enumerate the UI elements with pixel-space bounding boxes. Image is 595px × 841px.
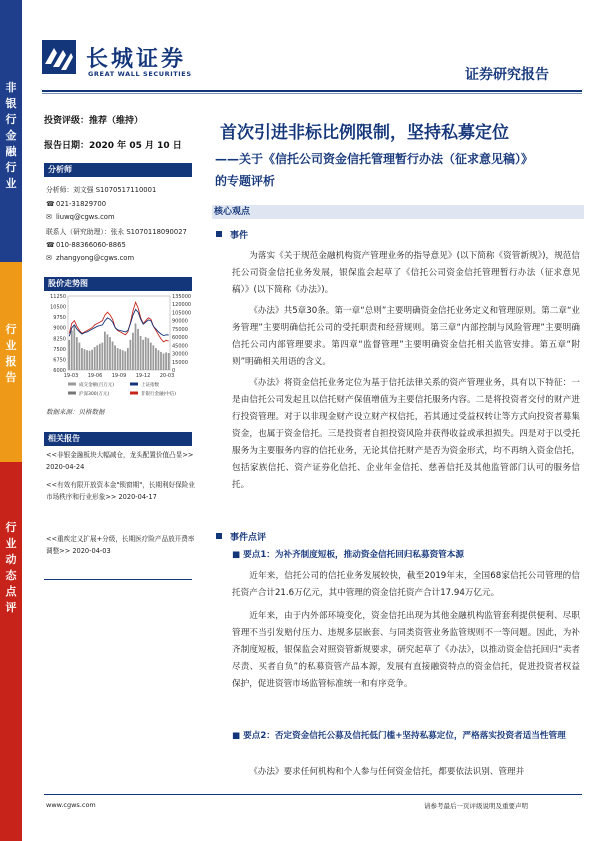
- volume-bar: [89, 351, 91, 370]
- paragraph: 为落实《关于规范金融机构资产管理业务的指导意见》(以下简称《资管新规》)，规范信托公司资金信托业务发展，银保监会起草了《信托公司资金信托管理暂行办法（征求意见稿）》(以下简称《办法》)。: [232, 251, 580, 295]
- volume-bar: [165, 352, 167, 370]
- y-right-tick-label: 60000: [172, 335, 188, 342]
- series-line: [69, 302, 168, 342]
- volume-bar: [140, 336, 142, 370]
- volume-bar: [94, 347, 96, 370]
- rail-char: 业: [5, 339, 17, 352]
- point2-title: ■ 要点2：否定资金信托公募及信托低门槛+坚持私募定位，严格落实投资者适当性管理: [232, 731, 566, 741]
- legend-label: 上证指数: [141, 383, 159, 388]
- analyst-phone: ☎021-31829700: [46, 200, 107, 208]
- x-tick-label: 19-12: [135, 373, 151, 379]
- analyst-email[interactable]: ✉ liuwq@cgws.com: [46, 213, 115, 221]
- rail-char: 动: [5, 553, 17, 566]
- volume-bar: [132, 333, 134, 370]
- paragraph: 《办法》共5章30条。第一章“总则”主要明确资金信托业务定义和管理原则。第二章“业务管理”主要明确信托公司的受托职责和经营规则。第三章“内部控制与风险管理”主要明确信托公司内部管理要求。第四章“监督管理”主要明确资金信托相关监管安排。第五章“附则”明确相关用语的含义。: [232, 306, 580, 367]
- rail-char: 行: [5, 113, 17, 126]
- x-tick-label: 20-03: [159, 373, 175, 379]
- y-right-tick-label: 90000: [172, 318, 188, 325]
- x-tick-label: 19-03: [63, 373, 79, 379]
- rail-char: 行: [5, 323, 17, 336]
- volume-bar: [68, 340, 70, 370]
- header-divider-thin: [42, 93, 582, 94]
- volume-bar: [119, 349, 121, 370]
- y-right-tick-label: 30000: [172, 351, 188, 358]
- volume-bar: [145, 337, 147, 370]
- volume-bar: [158, 350, 160, 370]
- volume-bar: [107, 334, 109, 370]
- y-left-tick-label: 7500: [53, 346, 66, 353]
- y-left-tick-label: 8250: [53, 336, 66, 343]
- contact-email[interactable]: ✉ zhangyong@cgws.com: [46, 254, 135, 262]
- related-item[interactable]: <<重疾定义扩展+分级，长期医疗险产品放开费率调整>> 2020-04-03: [46, 535, 195, 555]
- rail-char: 金: [5, 129, 17, 142]
- y-right-tick-label: 0: [172, 368, 176, 374]
- volume-bar: [135, 323, 137, 370]
- logo-icon: [42, 40, 76, 74]
- rail-char: 融: [5, 145, 17, 158]
- paragraph: 近年来，由于内外部环境变化，资金信托出现为其他金融机构监管套利提供便利、尽职管理不当引发赔付压力、违规多层嵌套、与同类资管业务监管规则不一等问题。因此，为补齐制度短板，银保监会对照资管新规要求，研究起草了《办法》，以推动资金信托回归“卖者尽责、买者自负”的私募资管产品本源，发展有直接融资特点的资金信托，促进投资者权益保护，促进资管市场监管标准统一和有序竞争。: [232, 611, 580, 689]
- point1-title: ■ 要点1：为补齐制度短板，推动资金信托回归私募资管本源: [232, 550, 464, 560]
- volume-bar: [81, 348, 83, 370]
- contact-line: 联系人（研究助理）：张永 S1070118090027: [46, 228, 187, 236]
- y-right-tick-label: 75000: [172, 326, 188, 333]
- analyst-line: 分析师：刘文强 S1070517110001: [46, 186, 157, 194]
- volume-bar: [96, 345, 98, 370]
- rail-char: 银: [5, 97, 17, 110]
- volume-bar: [76, 337, 78, 370]
- mail-icon: ✉: [46, 254, 52, 262]
- volume-bar: [168, 353, 170, 370]
- volume-bar: [86, 350, 88, 370]
- subtitle-line2: 的专题评析: [215, 174, 276, 188]
- rail-comment: [0, 462, 22, 841]
- core-label: 核心观点: [214, 207, 251, 217]
- paragraph: 近年来，信托公司的信托业务发展较快，截至2019年末，全国68家信托公司管理的信托资产合计21.6万亿元，其中管理的资金信托资产合计17.94万亿元。: [232, 571, 580, 598]
- phone-icon: ☎: [46, 200, 55, 208]
- volume-bar: [124, 351, 126, 370]
- page-title: 首次引进非标比例限制，坚持私募定位: [220, 123, 509, 143]
- y-right-tick-label: 120000: [172, 302, 192, 309]
- footer-disclaimer: 请参考最后一页评级说明及重要声明: [424, 802, 528, 810]
- rail-industry: [0, 0, 22, 262]
- rail-char: 业: [5, 537, 17, 550]
- data-source: 数据来源：贝格数据: [46, 408, 105, 416]
- subtitle-line1: ——关于《信托公司资金信托管理暂行办法（征求意见稿）》: [215, 152, 534, 166]
- bullet-square-icon: [216, 533, 222, 539]
- y-left-tick-label: 6750: [53, 357, 66, 364]
- related-item[interactable]: <<有效有限开放资本金"锁窗期"，长期利好保险业市场秩序和行业形象>> 2020-04-17: [46, 481, 195, 501]
- volume-bar: [122, 350, 124, 370]
- volume-bar: [109, 337, 111, 370]
- y-left-tick-label: 11250: [50, 294, 66, 300]
- volume-bar: [127, 348, 129, 370]
- volume-bar: [73, 326, 75, 370]
- legend-swatch: [68, 383, 76, 386]
- footer-divider: [44, 794, 582, 795]
- y-left-tick-label: 9750: [53, 315, 66, 322]
- volume-bar: [147, 338, 149, 370]
- point1-body: [232, 568, 580, 693]
- volume-bar: [150, 343, 152, 370]
- y-left-tick-label: 9000: [53, 325, 66, 332]
- volume-bar: [152, 345, 154, 370]
- volume-bar: [99, 344, 101, 370]
- volume-bar: [91, 350, 93, 370]
- rating: 投资评级：推荐（维持）: [44, 116, 144, 126]
- volume-bar: [142, 340, 144, 370]
- volume-bar: [117, 348, 119, 370]
- volume-bar: [155, 348, 157, 370]
- legend-label: 成交金额(百万元): [79, 383, 115, 388]
- rail-char: 行: [5, 521, 17, 534]
- core-bar: [212, 205, 584, 219]
- legend-label: 沪深300(万元): [79, 392, 110, 397]
- volume-bar: [114, 345, 116, 370]
- rail-char: 评: [5, 601, 17, 614]
- rail-char: 点: [5, 585, 17, 598]
- point2-body: [232, 764, 580, 781]
- y-right-tick-label: 15000: [172, 359, 188, 366]
- rail-report: [0, 262, 22, 462]
- volume-bar: [163, 354, 165, 370]
- paragraph: 《办法》将资金信托业务定位为基于信托法律关系的资产管理业务，具有以下特征：一是由信托公司发起且以信托财产保值增值为主要信托服务内容。二是将投资者交付的财产进行投资管理。对于以非现金财产设立财产权信托，若其通过受益权转让等方式向投资者募集资金，也属于资金信托。三是投资者自担投资风险并获得收益或承担损失。四是对于以受托服务为主要服务内容的信托业务，无论其信托财产是否为资金形式，均不再纳入资金信托，包括家族信托、资产证券化信托、企业年金信托、慈善信托及其他监管部门认可的服务信托。: [232, 378, 580, 490]
- y-right-tick-label: 45000: [172, 343, 188, 350]
- volume-bar: [84, 349, 86, 370]
- legend-swatch: [130, 392, 138, 395]
- rail-char: 业: [5, 177, 17, 190]
- brand-name-en: GREAT WALL SECURITIES: [88, 70, 192, 78]
- related-divider: [44, 579, 192, 580]
- volume-bar: [71, 331, 73, 370]
- related-item[interactable]: <<非银金融板块大幅减仓，龙头配置价值凸显>> 2020-04-24: [46, 451, 194, 471]
- rail-char: 非: [5, 81, 17, 94]
- paragraph: 《办法》要求任何机构和个人参与任何资金信托，都要依法识别、管理并: [249, 767, 525, 777]
- rail-char: 告: [5, 371, 17, 384]
- y-right-tick-label: 135000: [172, 294, 192, 300]
- volume-bar: [112, 341, 114, 370]
- legend-swatch: [130, 383, 138, 386]
- report-type: 证券研究报告: [465, 67, 549, 83]
- mail-icon: ✉: [46, 213, 52, 221]
- event-body: [232, 248, 580, 494]
- rail-char: 行: [5, 161, 17, 174]
- y-left-tick-label: 6000: [53, 368, 66, 374]
- phone-icon: ☎: [46, 241, 55, 249]
- brand-name-cn: 长城证券: [86, 47, 187, 72]
- volume-bar: [160, 352, 162, 370]
- rail-char: 态: [5, 569, 17, 582]
- contact-phone: ☎010-88366060-8865: [46, 241, 126, 249]
- volume-bar: [79, 343, 81, 370]
- legend-swatch: [68, 392, 76, 395]
- analyst-header: 分析师: [44, 163, 192, 177]
- report-date: 报告日期：2020 年 05 月 10 日: [44, 141, 182, 151]
- price-chart: [44, 292, 194, 407]
- chart-header: 股价走势图: [44, 277, 192, 291]
- comment-header: 事件点评: [216, 530, 266, 543]
- y-left-tick-label: 10500: [50, 304, 66, 311]
- bullet-square-icon: [216, 231, 222, 237]
- volume-bar: [104, 332, 106, 370]
- rail-char: 报: [5, 355, 17, 368]
- volume-bar: [101, 343, 103, 370]
- footer-url[interactable]: www.cgws.com: [46, 801, 96, 809]
- y-right-tick-label: 105000: [172, 310, 192, 317]
- legend-label: 非银行金融(中信): [141, 392, 177, 397]
- volume-bar: [137, 329, 139, 370]
- related-header: 相关报告: [44, 432, 192, 446]
- event-header: 事件: [216, 228, 248, 241]
- x-tick-label: 19-06: [87, 373, 103, 379]
- header-divider: [42, 90, 582, 92]
- x-tick-label: 19-09: [111, 373, 127, 379]
- volume-bar: [130, 340, 132, 370]
